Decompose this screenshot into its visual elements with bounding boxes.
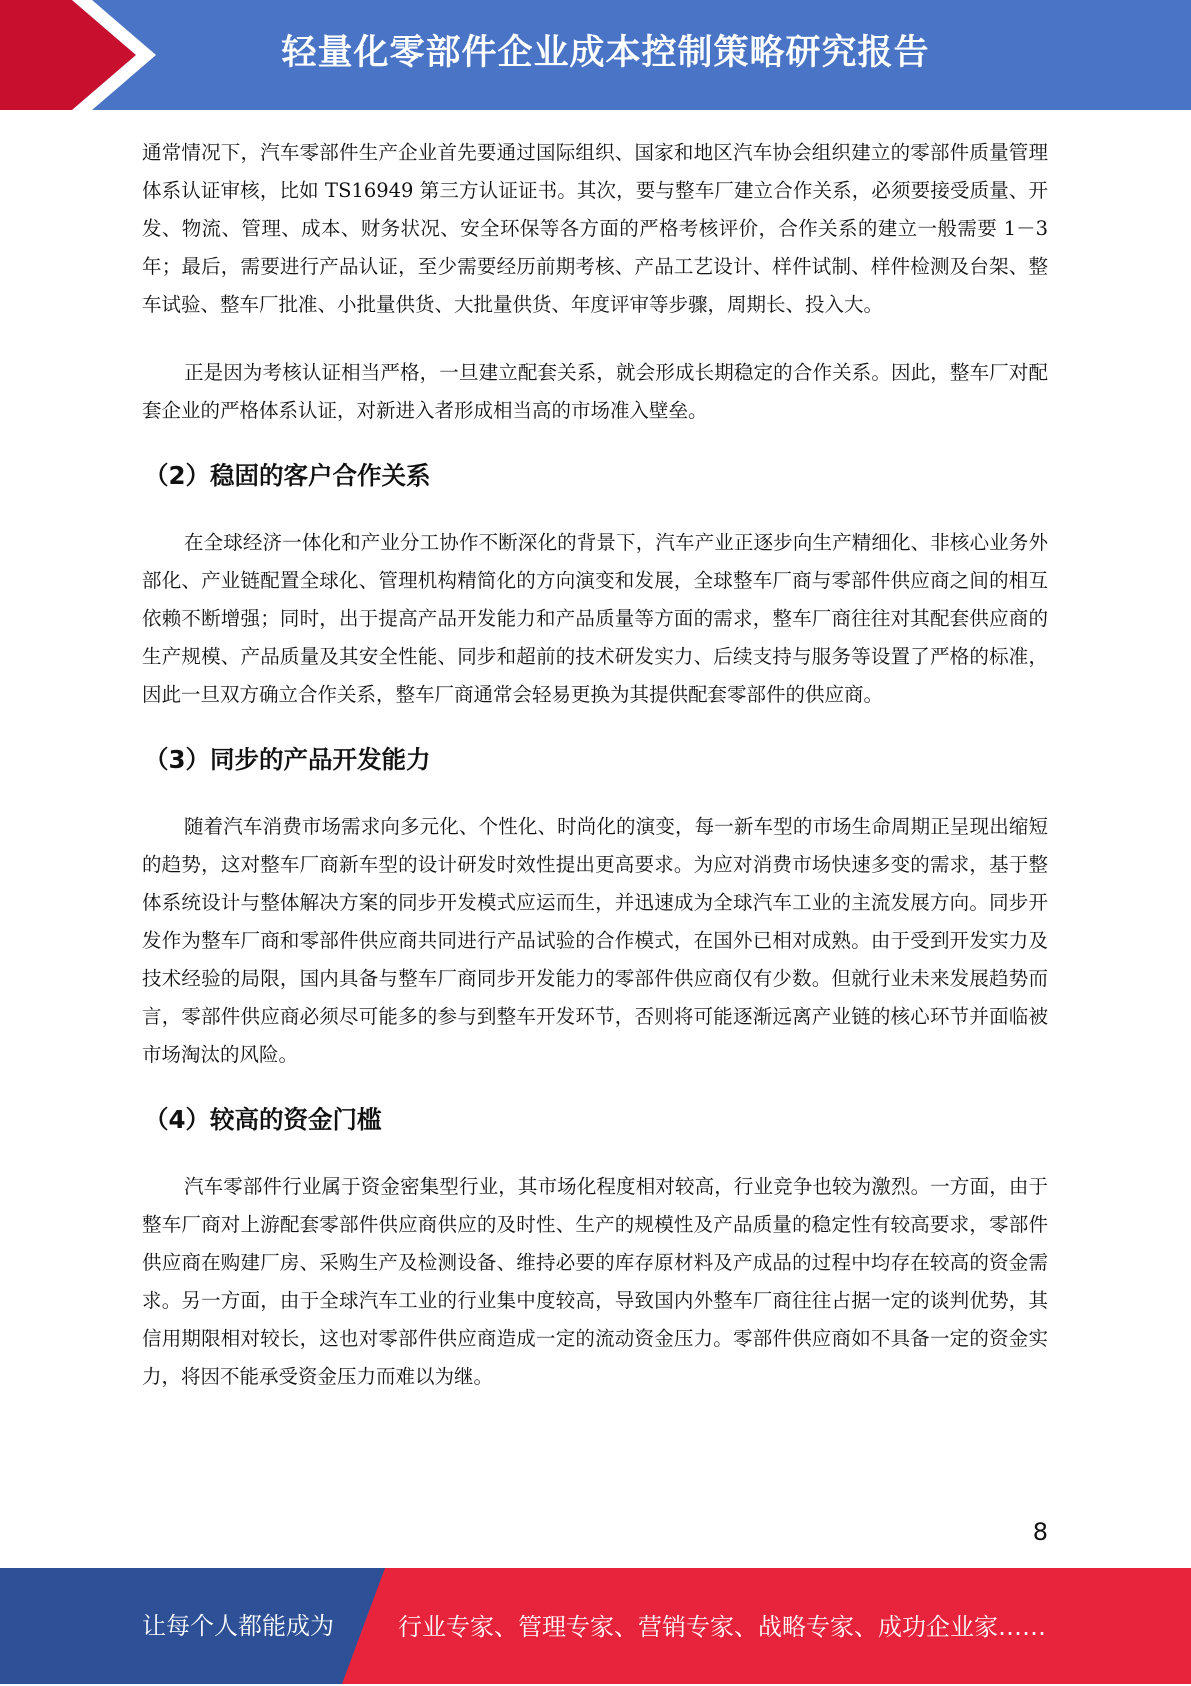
footer-slogan-right: 行业专家、管理专家、营销专家、战略专家、成功企业家…… xyxy=(398,1613,1046,1641)
section-heading-product-development: （3）同步的产品开发能力 xyxy=(144,745,431,774)
page-header xyxy=(0,0,1191,110)
report-body xyxy=(142,134,1048,1396)
paragraph-capital-threshold: 汽车零部件行业属于资金密集型行业，其市场化程度相对较高，行业竞争也较为激烈。一方面，由于整车厂商对上游配套零部件供应商供应的及时性、生产的规模性及产品质量的稳定性有较高要求，零部件供应商在购建厂房、采购生产及检测设备、维持必要的库存原材料及产成品的过程中均存在较高的资金需求。另一方面，由于全球汽车工业的行业集中度较高，导致国内外整车厂商往往占据一定的谈判优势，其信用期限相对较长，这也对零部件供应商造成一定的流动资金压力。零部件供应商如不具备一定的资金实力，将因不能承受资金压力而难以为继。 xyxy=(142,1175,1048,1388)
paragraph-customer-relations: 在全球经济一体化和产业分工协作不断深化的背景下，汽车产业正逐步向生产精细化、非核心业务外部化、产业链配置全球化、管理机构精简化的方向演变和发展，全球整车厂商与零部件供应商之间的相互依赖不断增强；同时，出于提高产品开发能力和产品质量等方面的需求，整车厂商往往对其配套供应商的生产规模、产品质量及其安全性能、同步和超前的技术研发实力、后续支持与服务等设置了严格的标准，因此一旦双方确立合作关系，整车厂商通常会轻易更换为其提供配套零部件的供应商。 xyxy=(142,531,1048,706)
paragraph-certification: 通常情况下，汽车零部件生产企业首先要通过国际组织、国家和地区汽车协会组织建立的零部件质量管理体系认证审核，比如 TS16949 第三方认证证书。其次，要与整车厂建立合作关系，必须要接受质量、开发、物流、管理、成本、财务状况、安全环保等各方面的严格考核评价，合作关系的建立一般需要 1－3 年；最后，需要进行产品认证，至少需要经历前期考核、产品工艺设计、样件试制、样件检测及台架、整车试验、整车厂批准、小批量供货、大批量供货、年度评审等步骤，周期长、投入大。 xyxy=(142,141,1048,316)
paragraph-product-development: 随着汽车消费市场需求向多元化、个性化、时尚化的演变，每一新车型的市场生命周期正呈现出缩短的趋势，这对整车厂商新车型的设计研发时效性提出更高要求。为应对消费市场快速多变的需求，基于整体系统设计与整体解决方案的同步开发模式应运而生，并迅速成为全球汽车工业的主流发展方向。同步开发作为整车厂商和零部件供应商共同进行产品试验的合作模式，在国外已相对成熟。由于受到开发实力及技术经验的局限，国内具备与整车厂商同步开发能力的零部件供应商仅有少数。但就行业未来发展趋势而言，零部件供应商必须尽可能多的参与到整车开发环节，否则将可能逐渐远离产业链的核心环节并面临被市场淘汰的风险。 xyxy=(142,815,1048,1066)
paragraph-entry-barrier: 正是因为考核认证相当严格，一旦建立配套关系，就会形成长期稳定的合作关系。因此，整车厂对配套企业的严格体系认证，对新进入者形成相当高的市场准入壁垒。 xyxy=(142,361,1048,422)
section-heading-customer-relations: （2）稳固的客户合作关系 xyxy=(144,461,431,490)
page-footer xyxy=(0,1568,1191,1684)
report-title: 轻量化零部件企业成本控制策略研究报告 xyxy=(281,33,930,73)
section-heading-capital-threshold: （4）较高的资金门槛 xyxy=(144,1105,382,1134)
page-number: 8 xyxy=(1032,1518,1048,1546)
footer-slogan-left: 让每个人都能成为 xyxy=(142,1612,334,1640)
